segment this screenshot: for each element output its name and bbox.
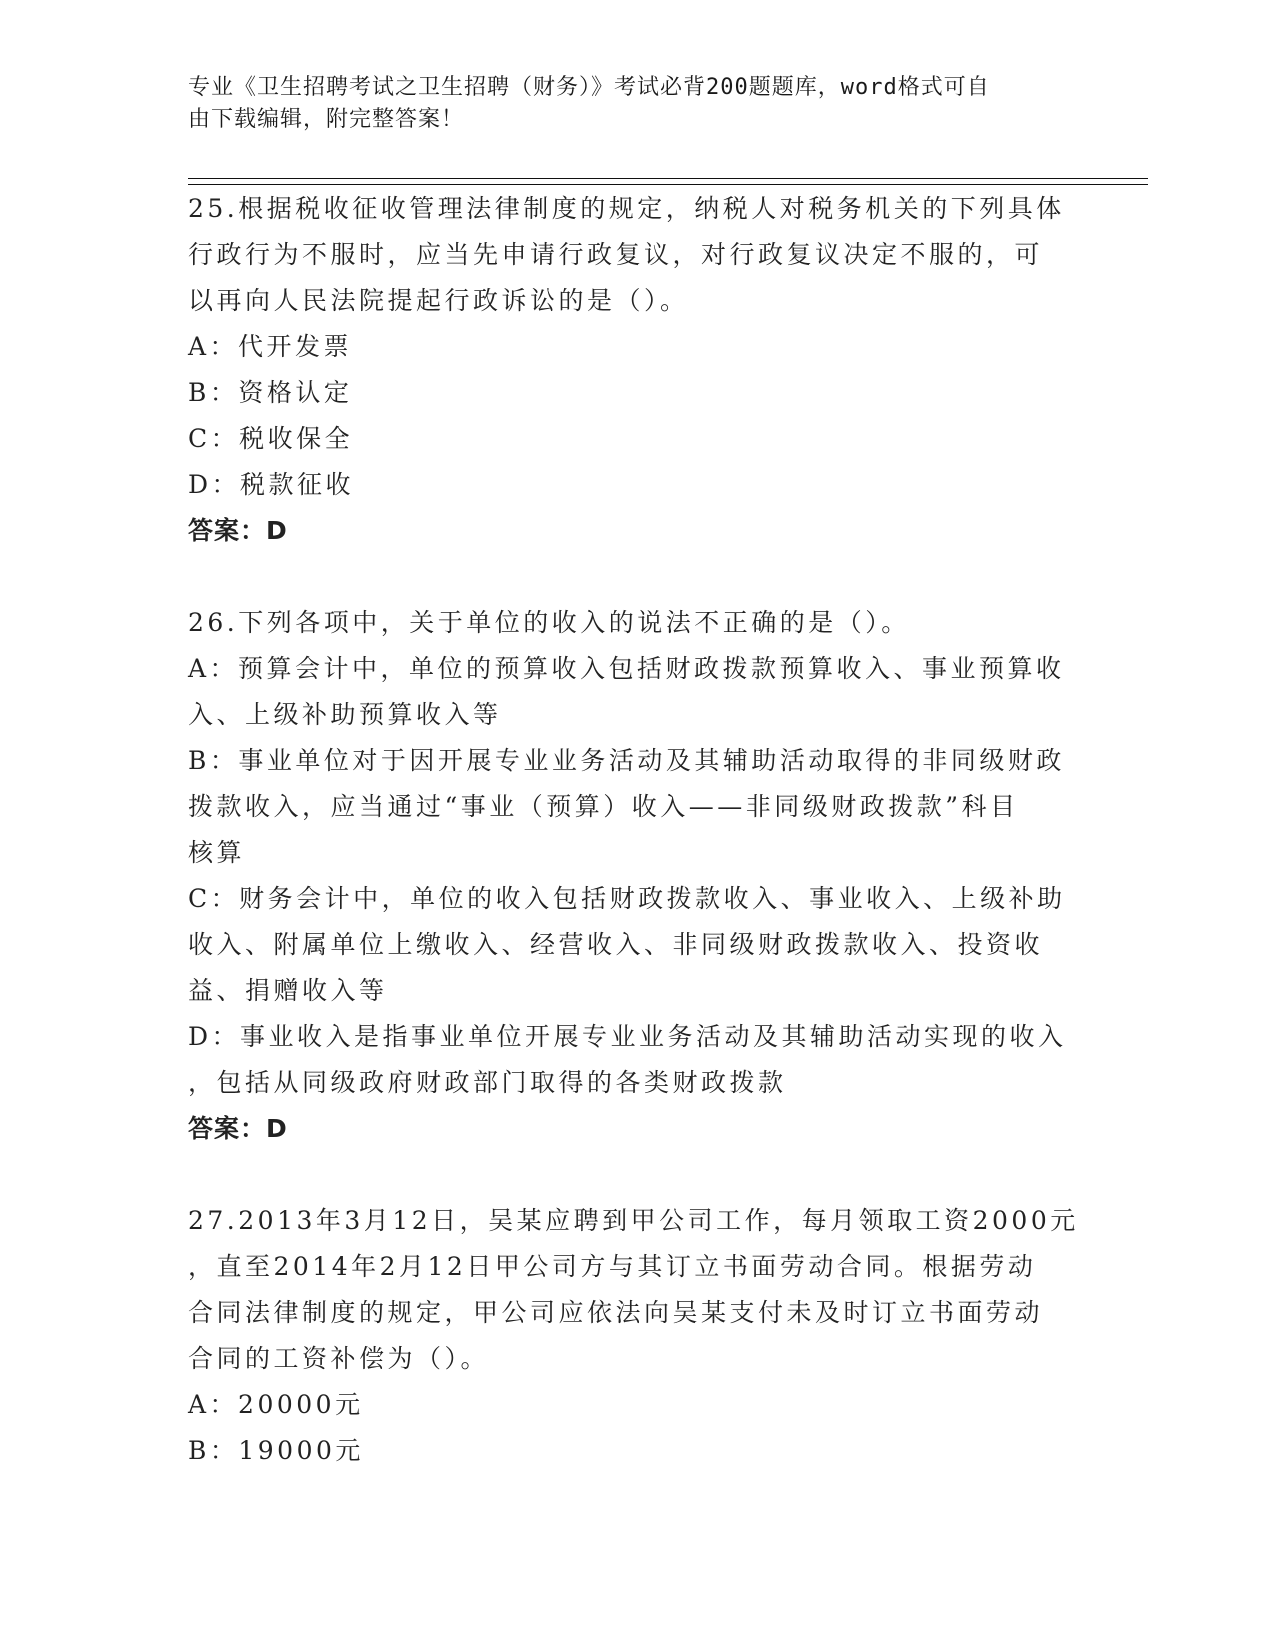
answer: 答案：D [188,1114,288,1143]
option-b-cont: 核算 [188,838,246,867]
question-stem-line: 25.根据税收征收管理法律制度的规定，纳税人对税务机关的下列具体 [188,194,1065,223]
option-b: B：19000元 [188,1436,364,1465]
option-b: B：事业单位对于因开展专业业务活动及其辅助活动取得的非同级财政 [188,746,1065,775]
option-d-cont: ，包括从同级政府财政部门取得的各类财政拨款 [188,1068,787,1097]
option-a-cont: 入、上级补助预算收入等 [188,700,502,729]
question-list [188,186,1088,1474]
answer: 答案：D [188,516,288,545]
question-26 [188,600,1088,1152]
question-stem-line: 行政行为不服时，应当先申请行政复议，对行政复议决定不服的，可 [188,240,1044,269]
option-d: D：税款征收 [188,470,355,499]
option-a: A：代开发票 [188,332,353,361]
question-27 [188,1198,1088,1474]
question-stem-line: 以再向人民法院提起行政诉讼的是（）。 [188,286,689,315]
document-header [188,72,1068,136]
option-d: D：事业收入是指事业单位开展专业业务活动及其辅助活动实现的收入 [188,1022,1067,1051]
question-stem-line: 合同的工资补偿为（）。 [188,1344,490,1373]
question-stem-line: 26.下列各项中，关于单位的收入的说法不正确的是（）。 [188,608,910,637]
option-b-cont: 拨款收入，应当通过“事业（预算）收入——非同级财政拨款”科目 [188,792,1019,821]
spacer [188,554,1088,600]
question-stem-line: ，直至2014年2月12日甲公司方与其订立书面劳动合同。根据劳动 [188,1252,1037,1281]
option-c: C：税收保全 [188,424,354,453]
question-stem-line: 合同法律制度的规定，甲公司应依法向吴某支付未及时订立书面劳动 [188,1298,1044,1327]
header-divider [188,178,1148,179]
option-c: C：财务会计中，单位的收入包括财政拨款收入、事业收入、上级补助 [188,884,1066,913]
option-c-cont: 益、捐赠收入等 [188,976,388,1005]
option-a: A：预算会计中，单位的预算收入包括财政拨款预算收入、事业预算收 [188,654,1065,683]
header-line: 专业《卫生招聘考试之卫生招聘（财务）》考试必背200题题库，word格式可自 [188,75,990,100]
spacer [188,1152,1088,1198]
option-c-cont: 收入、附属单位上缴收入、经营收入、非同级财政拨款收入、投资收 [188,930,1044,959]
header-divider [188,184,1148,185]
question-stem-line: 27.2013年3月12日，吴某应聘到甲公司工作，每月领取工资2000元 [188,1206,1079,1235]
header-line: 由下载编辑，附完整答案！ [188,107,465,132]
question-25 [188,186,1088,554]
option-a: A：20000元 [188,1390,364,1419]
option-b: B：资格认定 [188,378,353,407]
